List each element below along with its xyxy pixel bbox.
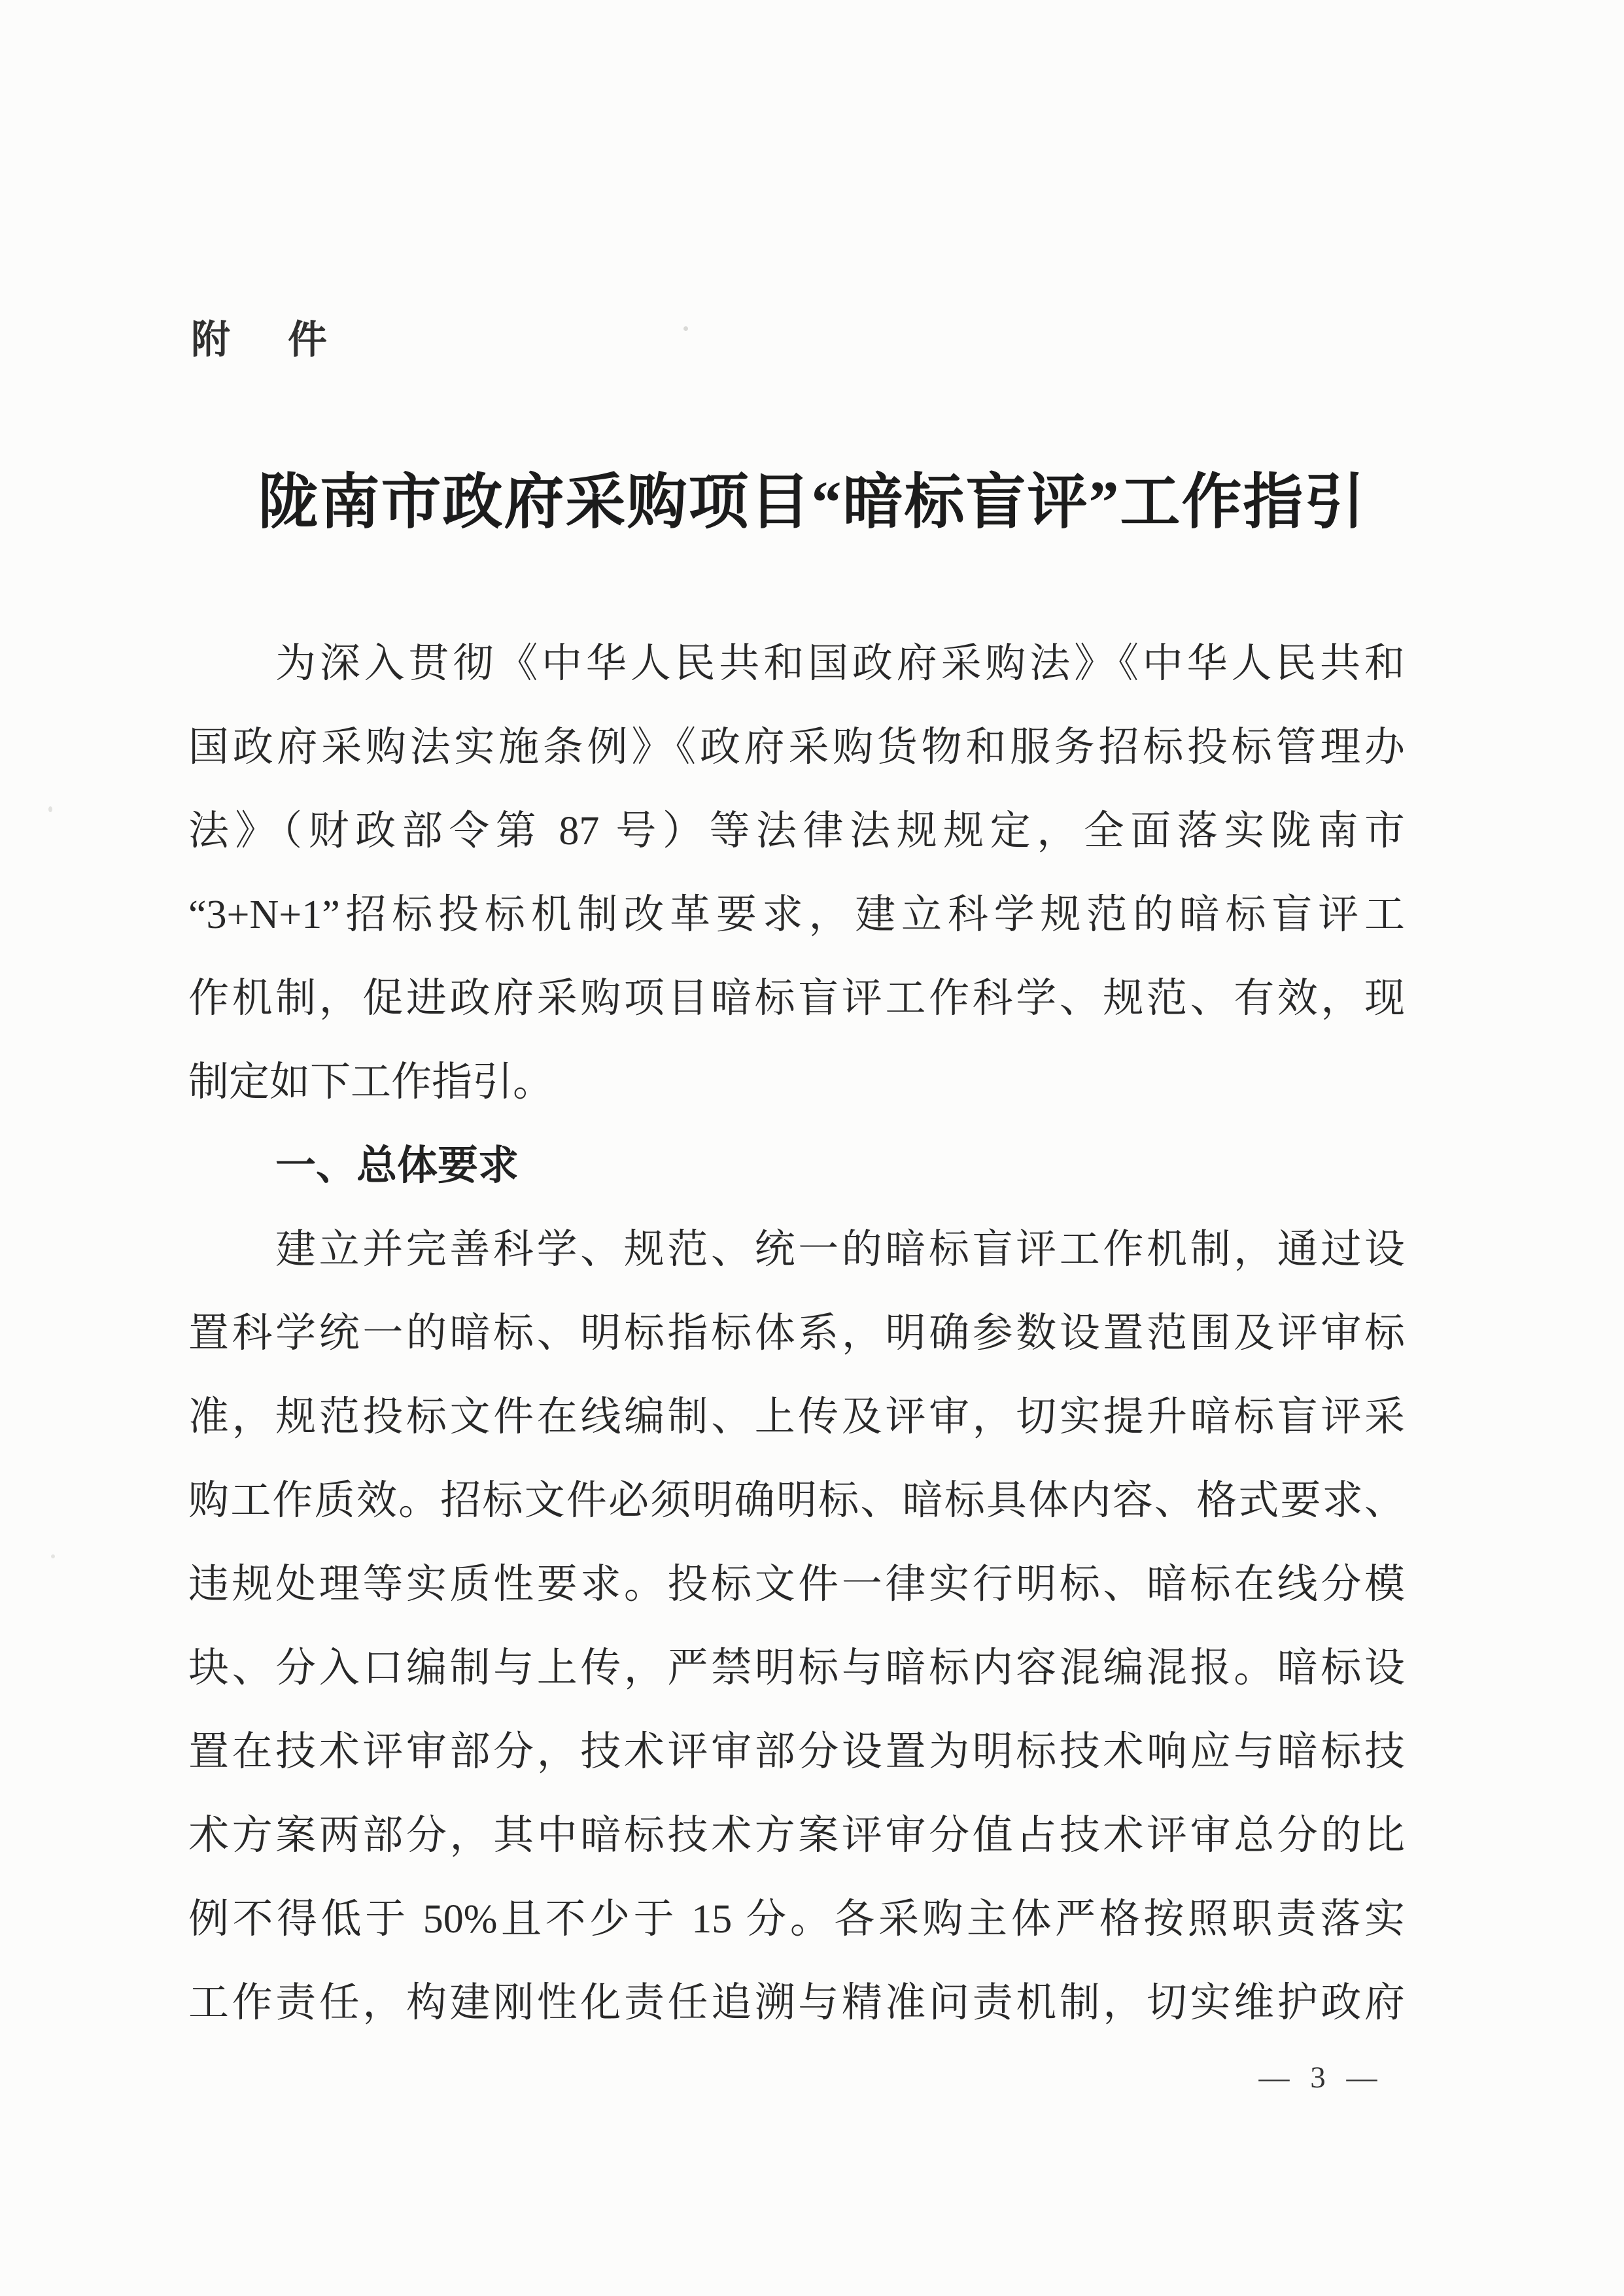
scan-speck [683,326,688,331]
section-heading: 一、总体要求 [275,1143,519,1188]
body-line: 制定如下工作指引。 [188,1060,554,1105]
body-line: 置科学统一的暗标、明标指标体系，明确参数设置范围及评审标 [188,1311,1405,1356]
attachment-label: 附 件 [191,318,336,362]
page-number: — 3 — [1258,2061,1384,2095]
body-line: 术方案两部分，其中暗标技术方案评审分值占技术评审总分的比 [188,1813,1405,1858]
document-title: 陇南市政府采购项目“暗标盲评”工作指引 [258,469,1366,536]
body-line: 国政府采购法实施条例》《政府采购货物和服务招标投标管理办 [188,725,1405,770]
body-line: 购工作质效。招标文件必须明确明标、暗标具体内容、格式要求、 [188,1479,1405,1523]
scan-speck [51,1554,55,1558]
body-line: 例不得低于 50%且不少于 15 分。各采购主体严格按照职责落实 [188,1897,1405,1942]
body-line: 为深入贯彻《中华人民共和国政府采购法》《中华人民共和 [275,642,1405,686]
body-line: 准，规范投标文件在线编制、上传及评审，切实提升暗标盲评采 [188,1395,1405,1439]
body-line: 块、分入口编制与上传，严禁明标与暗标内容混编混报。暗标设 [188,1646,1405,1690]
body-line: 工作责任，构建刚性化责任追溯与精准问责机制，切实维护政府 [188,1981,1405,2025]
scan-speck [48,806,52,812]
body-line: 置在技术评审部分，技术评审部分设置为明标技术响应与暗标技 [188,1730,1405,1774]
body-line: 建立并完善科学、规范、统一的暗标盲评工作机制，通过设 [275,1227,1405,1272]
document-body [188,622,1405,2045]
body-line: 作机制，促进政府采购项目暗标盲评工作科学、规范、有效，现 [188,976,1405,1021]
body-line: 违规处理等实质性要求。投标文件一律实行明标、暗标在线分模 [188,1562,1405,1607]
body-line: 法》（财政部令第 87 号）等法律法规规定，全面落实陇南市 [188,809,1405,853]
body-line: “3+N+1”招标投标机制改革要求，建立科学规范的暗标盲评工 [188,893,1405,937]
